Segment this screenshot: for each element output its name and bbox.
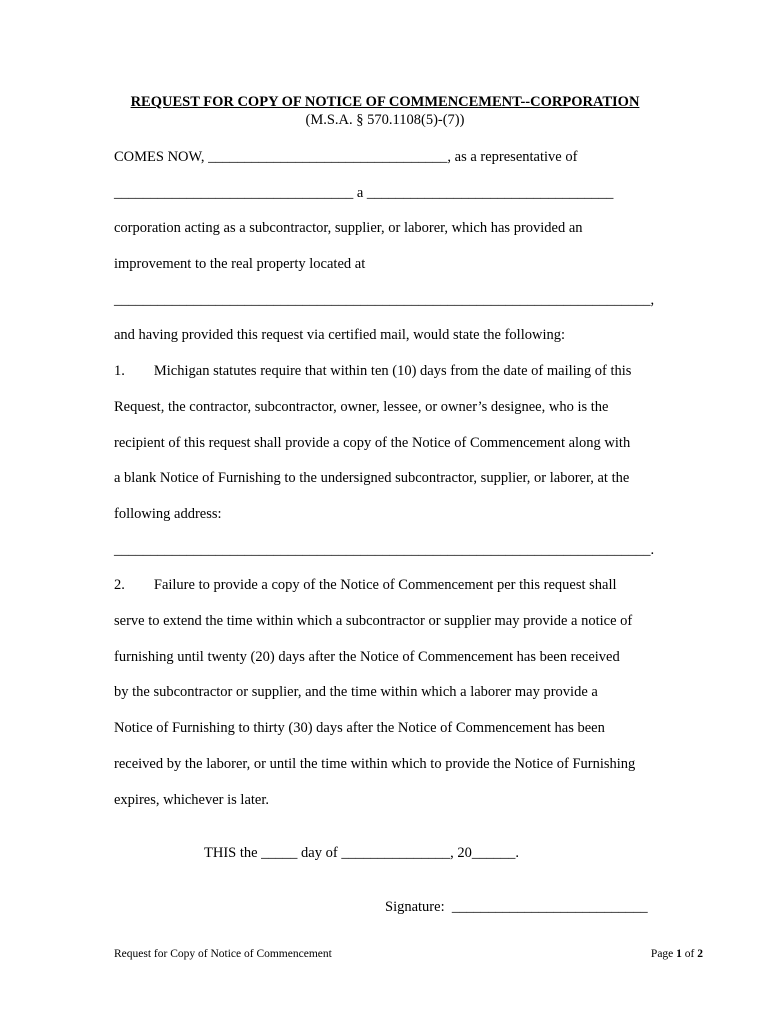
blank-address-line: __________________________________________________________________________. [114,542,655,558]
page-current: 1 [676,948,682,960]
paragraph-1-line: recipient of this request shall provide a copy of the Notice of Commencement along with [114,435,631,451]
paragraph-2-line: 2. Failure to provide a copy of the Notice of Commencement per this request shall [114,577,617,593]
paragraph-1-line: a blank Notice of Furnishing to the undersigned subcontractor, supplier, or laborer, at the [114,470,630,486]
body-line: and having provided this request via certified mail, would state the following: [114,327,566,343]
document-subtitle: (M.S.A. § 570.1108(5)-(7)) [305,112,465,128]
page-prefix: Page [650,948,677,960]
body-line: COMES NOW, _________________________________, as a representative of [114,149,578,165]
page-of: of [681,948,698,960]
footer-page-number [651,948,703,960]
paragraph-2-line: furnishing until twenty (20) days after the Notice of Commencement has been received [114,649,620,665]
paragraph-2-line: by the subcontractor or supplier, and the time within which a laborer may provide a [114,684,598,700]
signature-line: Signature: ___________________________ [385,899,648,915]
document-title: REQUEST FOR COPY OF NOTICE OF COMMENCEMENT--CORPORATION [130,94,640,110]
page-total: 2 [697,948,703,960]
paragraph-2-line: received by the laborer, or until the time within which to provide the Notice of Furnishing [114,756,636,772]
date-line: THIS the _____ day of _______________, 20______. [204,845,519,861]
paragraph-2-line: serve to extend the time within which a subcontractor or supplier may provide a notice of [114,613,633,629]
footer-document-name: Request for Copy of Notice of Commencement [114,948,332,960]
paragraph-1-line: following address: [114,506,222,522]
paragraph-1-line: 1. Michigan statutes require that within ten (10) days from the date of mailing of this [114,363,632,379]
paragraph-2-line: expires, whichever is later. [114,792,270,808]
blank-address-line: __________________________________________________________________________, [114,292,655,308]
body-line: improvement to the real property located at [114,256,366,272]
paragraph-2-line: Notice of Furnishing to thirty (30) days after the Notice of Commencement has been [114,720,605,736]
paragraph-1-line: Request, the contractor, subcontractor, owner, lessee, or owner’s designee, who is the [114,399,609,415]
body-line: _________________________________ a __________________________________ [114,185,614,201]
body-line: corporation acting as a subcontractor, supplier, or laborer, which has provided an [114,220,583,236]
